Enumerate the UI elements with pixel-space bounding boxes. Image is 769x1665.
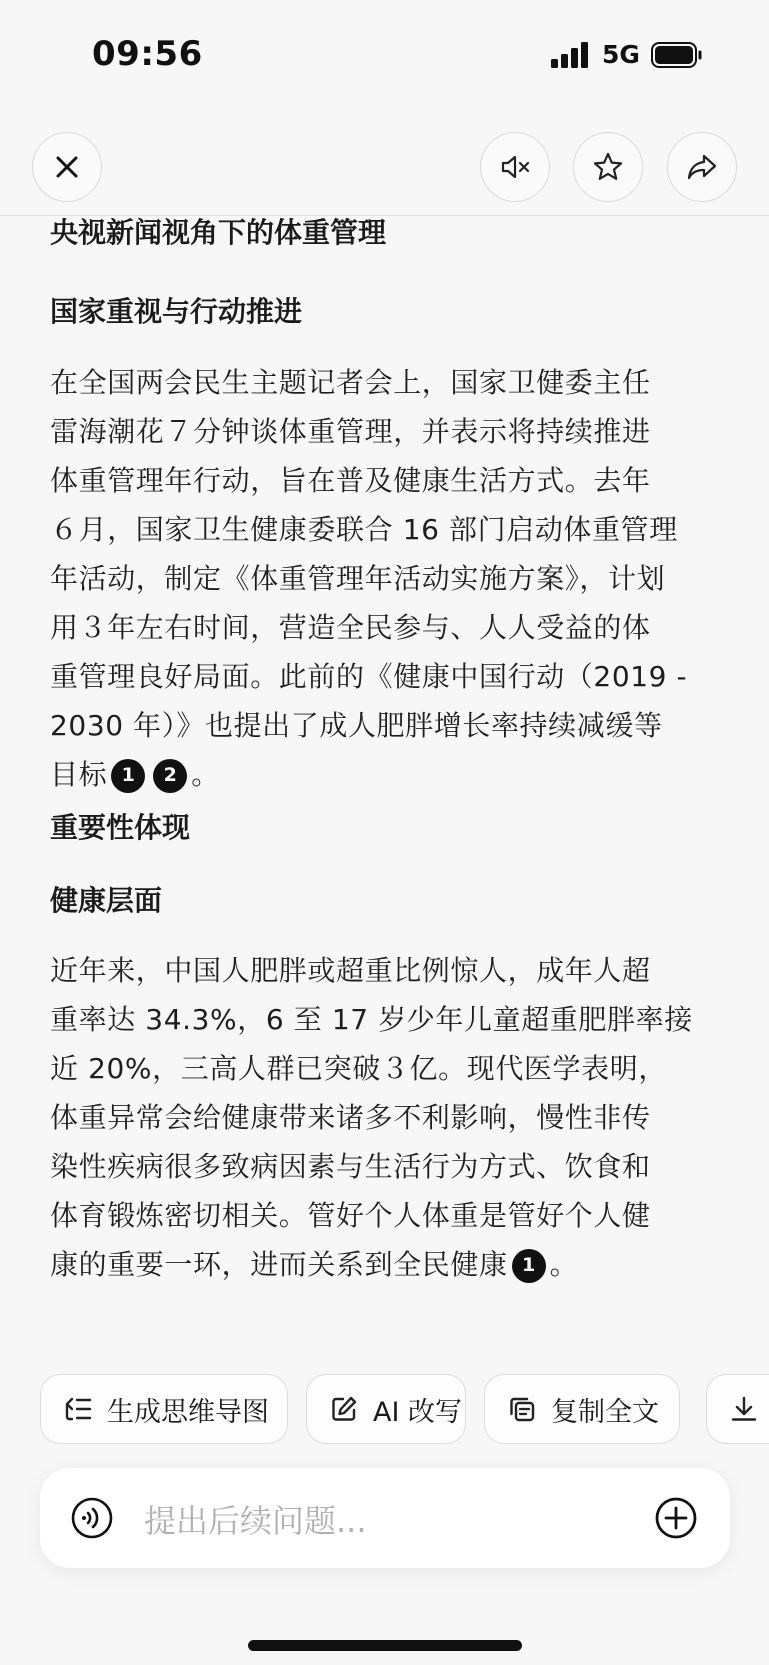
ai-rewrite-label: AI 改写 xyxy=(373,1396,463,1428)
follow-up-input-bar[interactable] xyxy=(40,1468,730,1568)
ai-rewrite-button[interactable] xyxy=(306,1374,466,1444)
citation-badge[interactable]: 1 xyxy=(512,1249,546,1283)
signal-icon xyxy=(551,42,591,68)
mute-icon xyxy=(499,151,531,183)
star-icon xyxy=(592,151,624,183)
text-line: 体重管理年行动，旨在普及健康生活方式。去年 xyxy=(50,464,651,497)
close-icon xyxy=(51,151,83,183)
edit-icon xyxy=(329,1394,359,1424)
text-line: ６月，国家卫生健康委联合 16 部门启动体重管理 xyxy=(50,513,678,546)
top-bar xyxy=(0,130,769,216)
mindmap-label: 生成思维导图 xyxy=(107,1396,269,1428)
text-fragment: 康的重要一环，进而关系到全民健康 xyxy=(50,1248,508,1281)
citation-badge[interactable]: 2 xyxy=(153,759,187,793)
status-time: 09:56 xyxy=(92,34,203,74)
section-heading: 重要性体现 xyxy=(50,811,191,844)
favorite-button[interactable] xyxy=(573,132,643,202)
mindmap-button[interactable] xyxy=(40,1374,288,1444)
citation-badge[interactable]: 1 xyxy=(111,759,145,793)
text-line: 近年来，中国人肥胖或超重比例惊人，成年人超 xyxy=(50,954,651,987)
copy-all-label: 复制全文 xyxy=(551,1396,659,1428)
text-line: 重管理良好局面。此前的《健康中国行动（2019 - xyxy=(50,660,688,693)
network-type: 5G xyxy=(602,40,640,69)
mindmap-icon xyxy=(63,1394,93,1424)
article-title: 央视新闻视角下的体重管理 xyxy=(50,216,387,249)
follow-up-input[interactable]: 提出后续问题... xyxy=(144,1502,367,1540)
paragraph-policy xyxy=(50,358,730,799)
text-line: 重率达 34.3%，6 至 17 岁少年儿童超重肥胖率接 xyxy=(50,1003,693,1036)
text-line: 用３年左右时间，营造全民参与、人人受益的体 xyxy=(50,611,651,644)
home-indicator[interactable] xyxy=(248,1640,522,1651)
action-chips xyxy=(40,1374,769,1444)
share-icon xyxy=(686,151,718,183)
text-line: 在全国两会民生主题记者会上，国家卫健委主任 xyxy=(50,366,651,399)
text-fragment: 。 xyxy=(191,758,220,791)
text-line: 近 20%，三高人群已突破３亿。现代医学表明， xyxy=(50,1052,667,1085)
text-line: 体育锻炼密切相关。管好个人体重是管好个人健 xyxy=(50,1199,651,1232)
text-fragment: 目标 xyxy=(50,758,108,791)
paragraph-health xyxy=(50,946,730,1289)
mute-button[interactable] xyxy=(480,132,550,202)
share-button[interactable] xyxy=(667,132,737,202)
text-line: 体重异常会给健康带来诸多不利影响，慢性非传 xyxy=(50,1101,651,1134)
section-subheading: 健康层面 xyxy=(50,884,163,917)
text-line: 染性疾病很多致病因素与生活行为方式、饮食和 xyxy=(50,1150,651,1183)
status-bar xyxy=(0,0,769,110)
text-line: 2030 年）》也提出了成人肥胖增长率持续减缓等 xyxy=(50,709,663,742)
text-fragment: 。 xyxy=(549,1248,579,1281)
text-line: 年活动，制定《体重管理年活动实施方案》，计划 xyxy=(50,562,666,595)
close-button[interactable] xyxy=(32,132,102,202)
battery-icon xyxy=(651,42,703,68)
section-heading: 国家重视与行动推进 xyxy=(50,295,303,328)
text-line xyxy=(50,750,730,799)
download-icon xyxy=(729,1394,759,1424)
download-button[interactable] xyxy=(706,1374,769,1444)
voice-icon[interactable] xyxy=(70,1496,114,1540)
copy-all-button[interactable] xyxy=(484,1374,680,1444)
plus-icon[interactable] xyxy=(654,1496,698,1540)
copy-icon xyxy=(507,1394,537,1424)
text-line: 雷海潮花７分钟谈体重管理，并表示将持续推进 xyxy=(50,415,651,448)
text-line xyxy=(50,1240,730,1289)
